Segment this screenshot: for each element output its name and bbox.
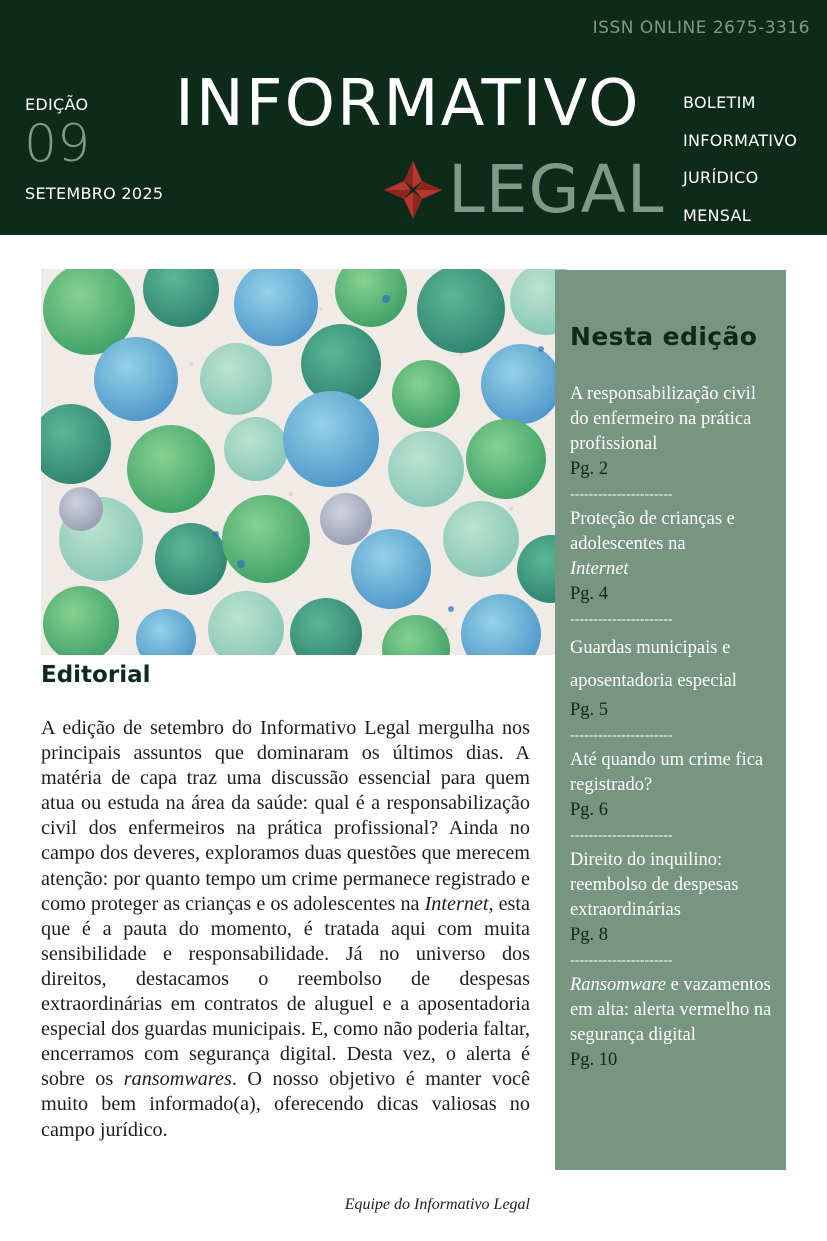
toc-separator: ---------------------- [570,828,673,843]
toc-item-title-italic: Ransomware [570,975,666,995]
toc-item-page: Pg. 10 [570,1050,618,1070]
toc-item-page: Pg. 4 [570,584,609,604]
masthead-subtitle: LEGAL [448,151,665,228]
toc-item[interactable] [570,632,775,723]
toc-item-title-text: Proteção de crianças e adolescentes na [570,509,735,554]
tagline-line: INFORMATIVO [683,130,798,150]
diamond-flower-icon [382,159,444,221]
issn-label: ISSN ONLINE 2675-3316 [592,18,810,38]
editorial-text-italic: Internet, [424,892,494,915]
toc-item[interactable] [570,507,775,607]
toc-item-title-text: Direito do inquilino: reembolso de despesas extraordinárias [570,850,739,920]
toc-item-title [570,632,775,698]
masthead-title: INFORMATIVO [175,67,641,141]
toc-separator: ---------------------- [570,728,673,743]
tagline-line: MENSAL [683,205,751,225]
toc-item-page: Pg. 6 [570,800,609,820]
edition-label: EDIÇÃO [25,95,89,114]
editorial-text: esta que é a pauta do momento, é tratada aqui com muita sensibilidade e responsabilidade. Já no universo dos direitos, destacamos o reembolso de despesas extraordinárias em contratos de aluguel e a aposentadoria especial dos guardas municipais. E, como não poderia faltar, encerramos com segurança digital. Desta vez, o alerta é sobre os [41,892,530,1091]
editorial-text-italic: ransomwares [123,1068,232,1091]
sidebar-title: Nesta edição [570,322,758,351]
toc-item-page: Pg. 5 [570,700,609,720]
toc-item[interactable] [570,973,775,1073]
toc-item-title [570,507,775,582]
masthead [0,0,827,235]
toc-item-title [570,848,775,923]
toc-item-title-text: Até quando um crime fica registrado? [570,750,764,795]
editorial-text: A edição de setembro do Informativo Legal mergulha nos principais assuntos que dominaram os últimos dias. A matéria de capa traz uma discussão essencial para quem atua ou estuda na área da saúde: qual é a responsabilização civil dos enfermeiros na prática profissional? Ainda no campo dos deveres, exploramos duas questões que merecem atenção: por quanto tempo um crime permanece registrado e como proteger as crianças e os adolescentes na [41,717,530,915]
toc-item-page: Pg. 8 [570,925,609,945]
toc-item-title [570,382,775,457]
masthead-subtitle-group [382,151,665,228]
table-of-contents-sidebar [555,270,786,1170]
toc-item[interactable] [570,848,775,948]
toc-item-title [570,973,775,1048]
toc-separator: ---------------------- [570,487,673,502]
tagline-line: BOLETIM [683,93,756,112]
toc-list [570,382,775,1073]
edition-date: SETEMBRO 2025 [25,184,164,203]
tagline-line: JURÍDICO [683,168,759,187]
toc-item-title-text: A responsabilização civil do enfermeiro na prática profissional [570,384,756,454]
toc-item-title-text: e vazamentos em alta: alerta vermelho na segurança digital [570,975,772,1045]
toc-item-page: Pg. 2 [570,459,609,479]
toc-item-title-text: Guardas municipais e aposentadoria especial [570,638,737,691]
watercolor-dots-pattern [41,269,570,655]
toc-item-title [570,748,775,798]
editorial-text: . O nosso objetivo é manter você muito bem informado(a), oferecendo dicas valiosas no campo jurídico. [41,1068,530,1141]
tagline [683,84,797,234]
hero-image [41,269,570,655]
toc-separator: ---------------------- [570,953,673,968]
editorial-heading: Editorial [41,662,151,688]
toc-item-title-italic: Internet [570,559,629,579]
editorial-body [41,716,530,1143]
edition-number: 09 [24,114,91,174]
toc-item[interactable] [570,382,775,482]
toc-item[interactable] [570,748,775,823]
editorial-signature: Equipe do Informativo Legal [344,1196,530,1213]
toc-separator: ---------------------- [570,612,673,627]
